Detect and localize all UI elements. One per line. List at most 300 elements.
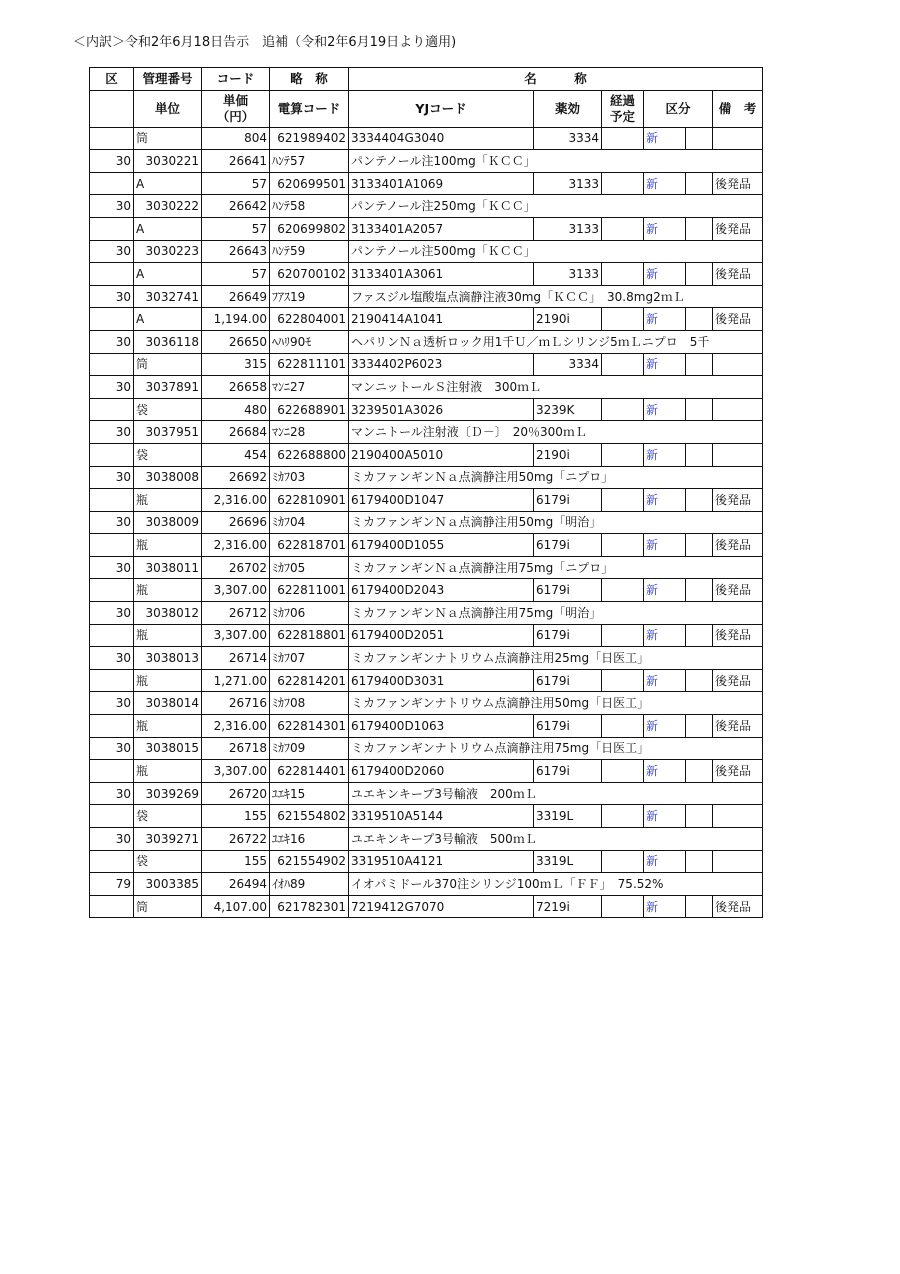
cell-blank2	[686, 172, 713, 195]
cell-remarks	[713, 805, 763, 828]
cell-unit: A	[134, 217, 202, 240]
cell-kubun: 新	[644, 217, 686, 240]
cell-ku: 30	[90, 511, 134, 534]
header-remarks: 備 考	[713, 90, 763, 127]
cell-name: ミカファンギンＮａ点滴静注用75mg「明治」	[349, 602, 763, 625]
cell-blank	[90, 127, 134, 150]
cell-yakko: 3319L	[534, 805, 602, 828]
detail-row	[90, 895, 763, 918]
cell-price: 1,194.00	[202, 308, 270, 331]
cell-blank	[90, 217, 134, 240]
item-row	[90, 150, 763, 173]
cell-kubun: 新	[644, 398, 686, 421]
cell-name: ヘパリンＮａ透析ロック用1千Ｕ／ｍＬシリンジ5ｍＬニプロ 5千	[349, 330, 763, 353]
cell-unit: 筒	[134, 353, 202, 376]
cell-price: 315	[202, 353, 270, 376]
cell-yakko: 3133	[534, 172, 602, 195]
detail-row	[90, 760, 763, 783]
cell-yj: 3239501A3026	[349, 398, 534, 421]
cell-densan: 622804001	[270, 308, 349, 331]
cell-remarks	[713, 398, 763, 421]
header-kanri: 管理番号	[134, 68, 202, 91]
cell-yakko: 6179i	[534, 669, 602, 692]
cell-code: 26712	[202, 602, 270, 625]
cell-short: ﾐｶﾌ09	[270, 737, 349, 760]
cell-yakko: 6179i	[534, 760, 602, 783]
cell-ku: 30	[90, 466, 134, 489]
cell-price: 3,307.00	[202, 579, 270, 602]
cell-yakko: 6179i	[534, 624, 602, 647]
cell-unit: 瓶	[134, 760, 202, 783]
cell-blank	[90, 895, 134, 918]
cell-blank2	[686, 398, 713, 421]
cell-code: 26658	[202, 376, 270, 399]
header-densan: 電算コード	[270, 90, 349, 127]
cell-name: ミカファンギンナトリウム点滴静注用25mg「日医工」	[349, 647, 763, 670]
cell-remarks: 後発品	[713, 263, 763, 286]
cell-short: ﾕｴｷ15	[270, 782, 349, 805]
cell-remarks: 後発品	[713, 669, 763, 692]
cell-ku: 30	[90, 692, 134, 715]
cell-blank2	[686, 760, 713, 783]
cell-densan: 622814401	[270, 760, 349, 783]
cell-blank	[90, 669, 134, 692]
cell-keika	[602, 443, 644, 466]
cell-code: 26714	[202, 647, 270, 670]
cell-blank2	[686, 534, 713, 557]
cell-remarks	[713, 353, 763, 376]
item-row	[90, 240, 763, 263]
cell-code: 26702	[202, 556, 270, 579]
cell-ku: 30	[90, 828, 134, 851]
cell-price: 2,316.00	[202, 715, 270, 738]
cell-remarks: 後発品	[713, 624, 763, 647]
item-row	[90, 782, 763, 805]
cell-code: 26722	[202, 828, 270, 851]
header-code: コード	[202, 68, 270, 91]
cell-kanri: 3030223	[134, 240, 202, 263]
cell-price: 480	[202, 398, 270, 421]
detail-row	[90, 715, 763, 738]
cell-kanri: 3039271	[134, 828, 202, 851]
cell-keika	[602, 624, 644, 647]
cell-densan: 621782301	[270, 895, 349, 918]
cell-ku: 30	[90, 240, 134, 263]
cell-name: マンニトール注射液〔Ｄ－〕 20％300ｍＬ	[349, 421, 763, 444]
detail-row	[90, 308, 763, 331]
cell-blank2	[686, 489, 713, 512]
cell-price: 57	[202, 263, 270, 286]
cell-unit: 瓶	[134, 624, 202, 647]
cell-yakko: 2190i	[534, 443, 602, 466]
cell-yakko: 7219i	[534, 895, 602, 918]
cell-keika	[602, 850, 644, 873]
header-unit: 単位	[134, 90, 202, 127]
detail-row	[90, 579, 763, 602]
cell-densan: 621989402	[270, 127, 349, 150]
cell-yj: 3133401A3061	[349, 263, 534, 286]
header-ku: 区	[90, 68, 134, 91]
cell-price: 155	[202, 805, 270, 828]
drug-price-table	[89, 67, 763, 918]
cell-densan: 622811101	[270, 353, 349, 376]
cell-yakko: 3334	[534, 127, 602, 150]
cell-price: 155	[202, 850, 270, 873]
item-row	[90, 376, 763, 399]
page-caption: ＜内訳＞令和2年6月18日告示 追補（令和2年6月19日より適用)	[73, 35, 457, 50]
cell-keika	[602, 669, 644, 692]
cell-short: ﾕｴｷ16	[270, 828, 349, 851]
cell-keika	[602, 308, 644, 331]
detail-row	[90, 669, 763, 692]
cell-kubun: 新	[644, 850, 686, 873]
cell-code: 26696	[202, 511, 270, 534]
cell-unit: 筒	[134, 895, 202, 918]
cell-blank2	[686, 715, 713, 738]
cell-yj: 3334402P6023	[349, 353, 534, 376]
cell-densan: 621554902	[270, 850, 349, 873]
detail-row	[90, 624, 763, 647]
cell-yj: 3319510A4121	[349, 850, 534, 873]
cell-yakko: 3133	[534, 263, 602, 286]
header-keika: 経過 予定	[602, 90, 644, 127]
header-short: 略 称	[270, 68, 349, 91]
cell-kubun: 新	[644, 895, 686, 918]
cell-kanri: 3038009	[134, 511, 202, 534]
detail-row	[90, 805, 763, 828]
cell-yj: 6179400D1055	[349, 534, 534, 557]
cell-densan: 620700102	[270, 263, 349, 286]
cell-remarks	[713, 850, 763, 873]
cell-short: ﾐｶﾌ05	[270, 556, 349, 579]
cell-short: ﾐｶﾌ06	[270, 602, 349, 625]
cell-name: ミカファンギンナトリウム点滴静注用75mg「日医工」	[349, 737, 763, 760]
cell-price: 3,307.00	[202, 624, 270, 647]
item-row	[90, 556, 763, 579]
cell-blank	[90, 805, 134, 828]
cell-short: ﾊﾝﾃ57	[270, 150, 349, 173]
cell-price: 1,271.00	[202, 669, 270, 692]
cell-blank2	[686, 127, 713, 150]
cell-yakko: 6179i	[534, 579, 602, 602]
cell-name: パンテノール注100mg「ＫＣＣ」	[349, 150, 763, 173]
cell-remarks: 後発品	[713, 534, 763, 557]
cell-code: 26684	[202, 421, 270, 444]
cell-kanri: 3038012	[134, 602, 202, 625]
cell-kanri: 3037951	[134, 421, 202, 444]
cell-code: 26494	[202, 873, 270, 896]
item-row	[90, 602, 763, 625]
cell-yj: 6179400D2051	[349, 624, 534, 647]
cell-yj: 2190414A1041	[349, 308, 534, 331]
cell-blank2	[686, 217, 713, 240]
cell-name: イオパミドール370注シリンジ100ｍＬ「ＦＦ」 75.52%	[349, 873, 763, 896]
detail-row	[90, 217, 763, 240]
cell-short: ﾌｱｽ19	[270, 285, 349, 308]
cell-blank2	[686, 353, 713, 376]
cell-blank	[90, 534, 134, 557]
detail-row	[90, 850, 763, 873]
cell-blank	[90, 760, 134, 783]
cell-short: ﾏﾝﾆ28	[270, 421, 349, 444]
cell-keika	[602, 398, 644, 421]
cell-yj: 6179400D1063	[349, 715, 534, 738]
cell-unit: A	[134, 308, 202, 331]
cell-densan: 622814201	[270, 669, 349, 692]
cell-densan: 622818701	[270, 534, 349, 557]
cell-yj: 3319510A5144	[349, 805, 534, 828]
cell-yj: 3133401A2057	[349, 217, 534, 240]
cell-yakko: 6179i	[534, 715, 602, 738]
cell-keika	[602, 263, 644, 286]
cell-densan: 620699802	[270, 217, 349, 240]
cell-kubun: 新	[644, 172, 686, 195]
item-row	[90, 195, 763, 218]
cell-keika	[602, 805, 644, 828]
cell-blank	[90, 443, 134, 466]
cell-blank2	[686, 850, 713, 873]
cell-blank	[90, 308, 134, 331]
item-row	[90, 511, 763, 534]
header-row-2	[90, 90, 763, 127]
header-kubun: 区分	[644, 90, 713, 127]
cell-yakko: 3133	[534, 217, 602, 240]
cell-name: パンテノール注500mg「ＫＣＣ」	[349, 240, 763, 263]
detail-row	[90, 172, 763, 195]
cell-ku: 30	[90, 376, 134, 399]
cell-kanri: 3030221	[134, 150, 202, 173]
cell-short: ﾐｶﾌ04	[270, 511, 349, 534]
cell-ku: 30	[90, 285, 134, 308]
cell-short: ﾐｶﾌ03	[270, 466, 349, 489]
cell-price: 454	[202, 443, 270, 466]
cell-kanri: 3038015	[134, 737, 202, 760]
cell-keika	[602, 579, 644, 602]
cell-densan: 622688800	[270, 443, 349, 466]
cell-keika	[602, 172, 644, 195]
cell-yakko: 6179i	[534, 534, 602, 557]
cell-name: ミカファンギンＮａ点滴静注用50mg「明治」	[349, 511, 763, 534]
cell-keika	[602, 489, 644, 512]
cell-short: ﾐｶﾌ08	[270, 692, 349, 715]
cell-ku: 30	[90, 150, 134, 173]
cell-kubun: 新	[644, 624, 686, 647]
cell-keika	[602, 895, 644, 918]
cell-price: 3,307.00	[202, 760, 270, 783]
item-row	[90, 692, 763, 715]
cell-kanri: 3037891	[134, 376, 202, 399]
cell-kanri: 3038014	[134, 692, 202, 715]
cell-short: ﾏﾝﾆ27	[270, 376, 349, 399]
cell-name: マンニットールＳ注射液 300ｍＬ	[349, 376, 763, 399]
cell-unit: 袋	[134, 850, 202, 873]
cell-kanri: 3039269	[134, 782, 202, 805]
cell-blank	[90, 353, 134, 376]
cell-price: 2,316.00	[202, 489, 270, 512]
cell-unit: 筒	[134, 127, 202, 150]
cell-ku: 30	[90, 602, 134, 625]
cell-kubun: 新	[644, 443, 686, 466]
cell-short: ﾐｶﾌ07	[270, 647, 349, 670]
cell-blank	[90, 715, 134, 738]
cell-yj: 3334404G3040	[349, 127, 534, 150]
cell-blank	[90, 398, 134, 421]
detail-row	[90, 398, 763, 421]
cell-blank	[90, 172, 134, 195]
cell-ku: 30	[90, 556, 134, 579]
cell-keika	[602, 760, 644, 783]
cell-unit: A	[134, 263, 202, 286]
cell-short: ﾊﾝﾃ59	[270, 240, 349, 263]
cell-kubun: 新	[644, 353, 686, 376]
cell-kanri: 3030222	[134, 195, 202, 218]
header-name: 名 称	[349, 68, 763, 91]
cell-kanri: 3003385	[134, 873, 202, 896]
cell-blank2	[686, 669, 713, 692]
cell-yj: 2190400A5010	[349, 443, 534, 466]
header-row-1	[90, 68, 763, 91]
cell-remarks: 後発品	[713, 172, 763, 195]
cell-ku: 30	[90, 782, 134, 805]
detail-row	[90, 443, 763, 466]
cell-name: ミカファンギンナトリウム点滴静注用50mg「日医工」	[349, 692, 763, 715]
cell-yj: 6179400D3031	[349, 669, 534, 692]
cell-kubun: 新	[644, 308, 686, 331]
cell-remarks: 後発品	[713, 760, 763, 783]
cell-blank2	[686, 579, 713, 602]
cell-yakko: 3319L	[534, 850, 602, 873]
cell-densan: 622811001	[270, 579, 349, 602]
cell-unit: A	[134, 172, 202, 195]
cell-name: ユエキンキープ3号輸液 500ｍＬ	[349, 828, 763, 851]
cell-blank2	[686, 895, 713, 918]
cell-remarks	[713, 127, 763, 150]
cell-kanri: 3038008	[134, 466, 202, 489]
cell-blank2	[686, 443, 713, 466]
detail-row	[90, 127, 763, 150]
cell-kanri: 3038011	[134, 556, 202, 579]
detail-row	[90, 534, 763, 557]
cell-remarks: 後発品	[713, 217, 763, 240]
header-yakko: 薬効	[534, 90, 602, 127]
cell-keika	[602, 127, 644, 150]
cell-price: 2,316.00	[202, 534, 270, 557]
cell-kubun: 新	[644, 534, 686, 557]
cell-blank	[90, 489, 134, 512]
cell-densan: 622814301	[270, 715, 349, 738]
header-price: 単価 （円）	[202, 90, 270, 127]
cell-unit: 瓶	[134, 579, 202, 602]
cell-kubun: 新	[644, 489, 686, 512]
cell-yakko: 2190i	[534, 308, 602, 331]
cell-short: ﾍﾊﾘ90ﾓ	[270, 330, 349, 353]
cell-densan: 622818801	[270, 624, 349, 647]
item-row	[90, 737, 763, 760]
cell-yj: 6179400D2060	[349, 760, 534, 783]
cell-blank2	[686, 263, 713, 286]
cell-keika	[602, 353, 644, 376]
cell-price: 804	[202, 127, 270, 150]
item-row	[90, 421, 763, 444]
cell-code: 26720	[202, 782, 270, 805]
cell-yakko: 3334	[534, 353, 602, 376]
item-row	[90, 873, 763, 896]
detail-row	[90, 263, 763, 286]
cell-kanri: 3036118	[134, 330, 202, 353]
cell-yj: 7219412G7070	[349, 895, 534, 918]
cell-blank	[90, 263, 134, 286]
cell-blank	[90, 624, 134, 647]
cell-kubun: 新	[644, 127, 686, 150]
cell-kubun: 新	[644, 579, 686, 602]
cell-densan: 622810901	[270, 489, 349, 512]
cell-blank	[90, 850, 134, 873]
cell-code: 26718	[202, 737, 270, 760]
cell-remarks: 後発品	[713, 308, 763, 331]
cell-code: 26692	[202, 466, 270, 489]
item-row	[90, 466, 763, 489]
cell-densan: 620699501	[270, 172, 349, 195]
cell-unit: 袋	[134, 805, 202, 828]
cell-kubun: 新	[644, 263, 686, 286]
cell-name: ファスジル塩酸塩点滴静注液30mg「ＫＣＣ」 30.8mg2ｍＬ	[349, 285, 763, 308]
cell-ku: 30	[90, 195, 134, 218]
cell-yakko: 6179i	[534, 489, 602, 512]
cell-keika	[602, 534, 644, 557]
cell-unit: 瓶	[134, 489, 202, 512]
cell-kanri: 3032741	[134, 285, 202, 308]
cell-yj: 6179400D1047	[349, 489, 534, 512]
detail-row	[90, 489, 763, 512]
cell-unit: 瓶	[134, 715, 202, 738]
cell-blank2	[686, 805, 713, 828]
cell-kubun: 新	[644, 805, 686, 828]
header-yj: YJコード	[349, 90, 534, 127]
cell-unit: 瓶	[134, 534, 202, 557]
cell-code: 26642	[202, 195, 270, 218]
cell-densan: 621554802	[270, 805, 349, 828]
cell-yj: 6179400D2043	[349, 579, 534, 602]
item-row	[90, 647, 763, 670]
cell-blank2	[686, 624, 713, 647]
cell-kubun: 新	[644, 760, 686, 783]
cell-code: 26650	[202, 330, 270, 353]
cell-price: 57	[202, 217, 270, 240]
cell-ku: 30	[90, 330, 134, 353]
cell-remarks: 後発品	[713, 489, 763, 512]
cell-code: 26641	[202, 150, 270, 173]
cell-blank	[90, 579, 134, 602]
item-row	[90, 285, 763, 308]
detail-row	[90, 353, 763, 376]
header-blank	[90, 90, 134, 127]
cell-name: ミカファンギンＮａ点滴静注用75mg「ニプロ」	[349, 556, 763, 579]
cell-short: ｲｵﾊ89	[270, 873, 349, 896]
item-row	[90, 828, 763, 851]
cell-remarks: 後発品	[713, 895, 763, 918]
cell-densan: 622688901	[270, 398, 349, 421]
cell-code: 26643	[202, 240, 270, 263]
cell-price: 57	[202, 172, 270, 195]
item-row	[90, 330, 763, 353]
cell-yakko: 3239K	[534, 398, 602, 421]
cell-name: パンテノール注250mg「ＫＣＣ」	[349, 195, 763, 218]
cell-ku: 30	[90, 737, 134, 760]
cell-kubun: 新	[644, 715, 686, 738]
cell-blank2	[686, 308, 713, 331]
cell-name: ミカファンギンＮａ点滴静注用50mg「ニプロ」	[349, 466, 763, 489]
table-body	[90, 127, 763, 918]
